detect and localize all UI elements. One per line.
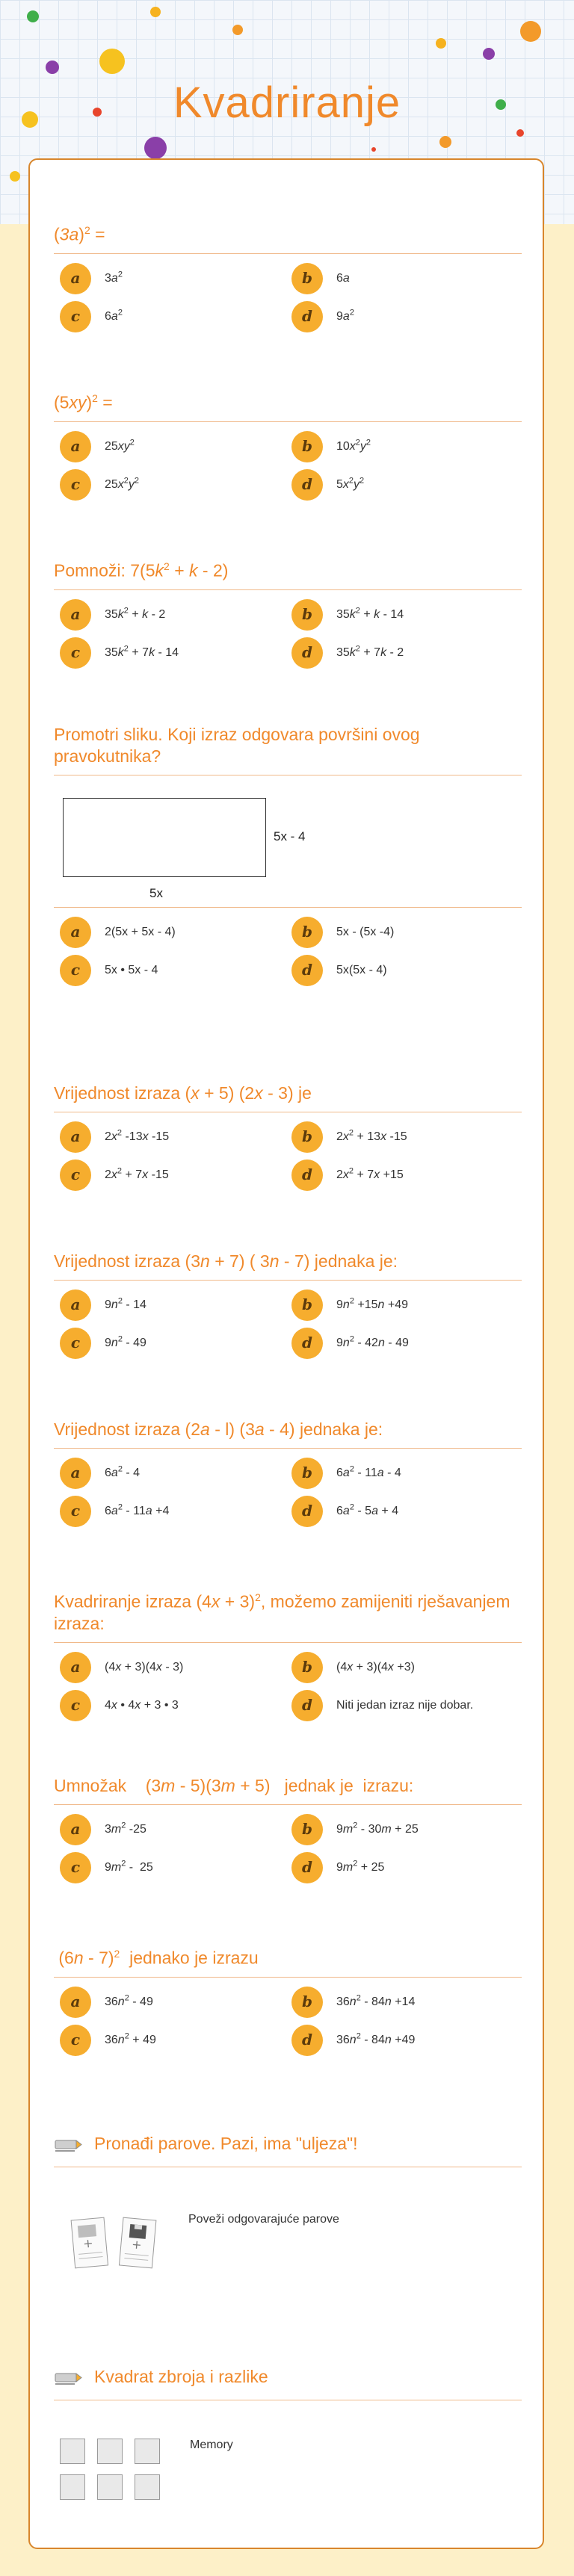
option-text: $6a^2 - 11a +4$ (105, 1502, 170, 1517)
rectangle-side-label: 5x - 4 (274, 829, 306, 843)
option-letter-badge: a (60, 1289, 91, 1321)
question-title: $(3a)^2$ = (54, 220, 522, 254)
option-letter-badge: b (291, 599, 323, 631)
option-text: $2x^2 + 7x$ -15 (105, 1166, 169, 1181)
paint-splat (371, 147, 376, 152)
pencil-icon (54, 2367, 82, 2386)
option-letter-badge: d (291, 2025, 323, 2056)
question-title: Promotri sliku. Koji izraz odgovara površini ovog pravokutnika? (54, 724, 522, 775)
question-title: Umnožak (3m - 5)(3m + 5) jednak je izrazu: (54, 1775, 522, 1805)
option-text: 5x • 5x - 4 (105, 964, 158, 976)
option-text: $6a^2 - 5a + 4$ (336, 1502, 399, 1517)
option-letter-badge: a (60, 1458, 91, 1489)
option-letter-badge: d (291, 637, 323, 669)
answer-option-d[interactable] (286, 1159, 510, 1189)
pairs-heading-text: Pronađi parove. Pazi, ima "uljeza"! (94, 2134, 358, 2153)
option-letter-badge: d (291, 1328, 323, 1359)
paint-splat (232, 25, 243, 35)
option-text: $9n^2 +15n +49$ (336, 1296, 409, 1311)
memory-section (54, 2364, 522, 2451)
memory-grid-icon[interactable] (60, 2439, 179, 2513)
option-letter-badge: b (291, 1987, 323, 2018)
answer-option-d[interactable] (286, 955, 510, 985)
option-text: $35k^2 + 7k - 2$ (336, 644, 404, 659)
option-text: $9m^2 + 25$ (336, 1859, 385, 1874)
answer-option-c[interactable] (54, 1328, 278, 1357)
option-text: $36n^2 + 49$ (105, 2031, 156, 2046)
answer-option-a[interactable] (54, 1987, 278, 2016)
option-letter-badge: a (60, 431, 91, 462)
option-letter-badge: d (291, 1852, 323, 1883)
question-4 (54, 724, 522, 985)
option-text: $5x^2y^2$ (336, 476, 365, 491)
paint-splat (10, 171, 20, 182)
memory-tile (60, 2439, 85, 2464)
answer-option-d[interactable] (286, 637, 510, 667)
memory-tile (97, 2439, 123, 2464)
option-text: $2x^2$ -13x -15 (105, 1128, 170, 1143)
option-letter-badge: b (291, 1121, 323, 1153)
option-letter-badge: c (60, 301, 91, 332)
answer-option-c[interactable] (54, 1496, 278, 1526)
answer-options (54, 1281, 522, 1358)
paint-splat (99, 49, 125, 74)
answer-options (54, 590, 522, 668)
answer-option-b[interactable] (286, 431, 510, 461)
answer-option-a[interactable] (54, 917, 278, 947)
rectangle-shape (63, 798, 266, 877)
answer-option-a[interactable] (54, 1458, 278, 1487)
option-letter-badge: a (60, 1987, 91, 2018)
option-letter-badge: d (291, 1690, 323, 1721)
option-text: 6a (336, 271, 350, 285)
memory-heading[interactable] (54, 2364, 522, 2400)
memory-subtitle: Memory (190, 2439, 233, 2451)
answer-option-c[interactable] (54, 1159, 278, 1189)
answer-option-b[interactable] (286, 1652, 510, 1682)
answer-option-a[interactable] (54, 431, 278, 461)
option-text: Niti jedan izraz nije dobar. (336, 1698, 474, 1712)
option-letter-badge: c (60, 1328, 91, 1359)
option-letter-badge: b (291, 431, 323, 462)
answer-option-a[interactable] (54, 1652, 278, 1682)
answer-option-a[interactable] (54, 1121, 278, 1151)
paint-splat (150, 7, 161, 17)
option-letter-badge: d (291, 301, 323, 332)
paint-splat (439, 136, 451, 148)
option-letter-badge: b (291, 1814, 323, 1845)
paint-splat (516, 129, 524, 137)
answer-options (54, 1978, 522, 2055)
option-letter-badge: a (60, 1121, 91, 1153)
answer-option-d[interactable] (286, 301, 510, 331)
pairs-section (54, 2131, 522, 2253)
rectangle-bottom-label: 5x (149, 886, 163, 900)
answer-options (54, 422, 522, 500)
option-letter-badge: c (60, 469, 91, 501)
answer-options (54, 908, 522, 985)
svg-text:+: + (82, 2235, 94, 2251)
question-title: Vrijednost izraza (3n + 7) ( 3n - 7) jednaka je: (54, 1251, 522, 1281)
answer-option-d[interactable] (286, 1328, 510, 1357)
option-text: $3a^2$ (105, 270, 123, 285)
card-pairs-icon[interactable] (69, 2214, 166, 2274)
option-letter-badge: b (291, 1289, 323, 1321)
answer-option-d[interactable] (286, 469, 510, 499)
answer-option-a[interactable] (54, 599, 278, 629)
answer-option-c[interactable] (54, 469, 278, 499)
option-letter-badge: c (60, 1852, 91, 1883)
answer-options (54, 254, 522, 332)
answer-option-a[interactable] (54, 263, 278, 293)
answer-option-b[interactable] (286, 599, 510, 629)
question-title: (6n - 7)$^2$ jednako je izrazu (54, 1943, 522, 1978)
option-text: $6a^2 - 11a - 4$ (336, 1464, 401, 1479)
answer-options (54, 1112, 522, 1190)
option-text: $2x^2 + 13x$ -15 (336, 1128, 407, 1143)
option-text: 5x - (5x -4) (336, 926, 395, 938)
option-text: (4x + 3)(4x +3) (336, 1660, 415, 1674)
option-text: $6a^2$ (105, 308, 123, 323)
page-title: Kvadriranje (173, 78, 401, 127)
option-text: 5x(5x - 4) (336, 964, 387, 976)
answer-option-b[interactable] (286, 1458, 510, 1487)
answer-option-c[interactable] (54, 1852, 278, 1882)
answer-option-c[interactable] (54, 1690, 278, 1720)
option-text: $6a^2 - 4$ (105, 1464, 141, 1479)
option-letter-badge: c (60, 1690, 91, 1721)
option-text: $35k^2 + 7k - 14$ (105, 644, 179, 659)
question-title: Pomnoži: $7(5k^2 + k - 2)$ (54, 556, 522, 590)
option-text: $9n^2 - 42n - 49$ (336, 1334, 409, 1349)
option-text: (4x + 3)(4x - 3) (105, 1660, 184, 1674)
answer-options (54, 1805, 522, 1883)
answer-option-d[interactable] (286, 1690, 510, 1720)
option-letter-badge: a (60, 263, 91, 294)
answer-option-a[interactable] (54, 1289, 278, 1319)
answer-option-d[interactable] (286, 2025, 510, 2055)
svg-text:+: + (131, 2237, 143, 2253)
memory-tile (97, 2474, 123, 2500)
pairs-subtitle: Poveži odgovarajuće parove (188, 2213, 339, 2226)
question-2 (54, 388, 522, 500)
paint-splat (483, 48, 495, 60)
pencil-icon (54, 2134, 82, 2153)
question-title: Vrijednost izraza (x + 5) (2x - 3) je (54, 1083, 522, 1112)
memory-tile (135, 2439, 160, 2464)
option-letter-badge: a (60, 1652, 91, 1683)
rectangle-figure (54, 775, 522, 908)
option-text: $9m^2 - 30m + 25$ (336, 1821, 419, 1836)
answer-options (54, 1643, 522, 1721)
paint-splat (520, 21, 541, 42)
option-letter-badge: a (60, 1814, 91, 1845)
answer-options (54, 1449, 522, 1526)
paint-splat (27, 10, 39, 22)
option-letter-badge: d (291, 955, 323, 986)
option-letter-badge: b (291, 263, 323, 294)
answer-option-c[interactable] (54, 2025, 278, 2055)
option-text: $9m^2 - 25$ (105, 1859, 153, 1874)
option-text: $35k^2 + k - 2$ (105, 606, 166, 621)
option-letter-badge: a (60, 917, 91, 948)
option-letter-badge: c (60, 1159, 91, 1191)
question-8 (54, 1587, 522, 1721)
answer-option-b[interactable] (286, 263, 510, 293)
option-text: $25x^2y^2$ (105, 476, 140, 491)
memory-tile (135, 2474, 160, 2500)
option-text: $2x^2 + 7x +15$ (336, 1166, 404, 1181)
option-letter-badge: d (291, 1496, 323, 1527)
option-text: $35k^2 + k - 14$ (336, 606, 404, 621)
pairs-heading[interactable] (54, 2131, 522, 2167)
option-letter-badge: b (291, 1458, 323, 1489)
option-text: 4x • 4x + 3 • 3 (105, 1698, 179, 1712)
answer-option-b[interactable] (286, 1814, 510, 1844)
answer-option-c[interactable] (54, 955, 278, 985)
answer-option-c[interactable] (54, 637, 278, 667)
option-text: 2(5x + 5x - 4) (105, 926, 176, 938)
answer-option-d[interactable] (286, 1496, 510, 1526)
option-text: $36n^2 - 84n +14$ (336, 1993, 416, 2008)
option-text: $9n^2 - 49$ (105, 1334, 146, 1349)
option-letter-badge: c (60, 637, 91, 669)
answer-option-c[interactable] (54, 301, 278, 331)
option-letter-badge: a (60, 599, 91, 631)
question-title: Vrijednost izraza (2a - l) (3a - 4) jednaka je: (54, 1419, 522, 1449)
memory-tile (60, 2474, 85, 2500)
question-3 (54, 556, 522, 668)
option-letter-badge: d (291, 469, 323, 501)
option-letter-badge: b (291, 917, 323, 948)
paint-splat (436, 38, 446, 49)
memory-heading-text: Kvadrat zbroja i razlike (94, 2367, 268, 2386)
option-text: $9n^2 - 14$ (105, 1296, 146, 1311)
question-6 (54, 1251, 522, 1358)
option-text: $36n^2 - 84n +49$ (336, 2031, 416, 2046)
question-1 (54, 220, 522, 332)
answer-option-b[interactable] (286, 917, 510, 947)
question-10 (54, 1943, 522, 2055)
paint-splat (46, 61, 59, 74)
option-text: $36n^2 - 49$ (105, 1993, 153, 2008)
answer-option-a[interactable] (54, 1814, 278, 1844)
paint-splat (144, 137, 167, 159)
answer-option-b[interactable] (286, 1289, 510, 1319)
option-text: $25xy^2$ (105, 438, 135, 453)
option-text: $9a^2$ (336, 308, 354, 323)
option-letter-badge: d (291, 1159, 323, 1191)
option-letter-badge: c (60, 955, 91, 986)
option-text: $10x^2y^2$ (336, 438, 371, 453)
worksheet-card (28, 158, 544, 2549)
answer-option-b[interactable] (286, 1987, 510, 2016)
answer-option-d[interactable] (286, 1852, 510, 1882)
question-title: Kvadriranje izraza $(4x + 3)^2$, možemo zamijeniti rješavanjem izraza: (54, 1587, 522, 1643)
question-5 (54, 1083, 522, 1190)
question-7 (54, 1419, 522, 1526)
answer-option-b[interactable] (286, 1121, 510, 1151)
question-title: $(5xy)^2$ = (54, 388, 522, 422)
option-letter-badge: c (60, 2025, 91, 2056)
question-9 (54, 1775, 522, 1883)
option-letter-badge: b (291, 1652, 323, 1683)
option-text: $3m^2$ -25 (105, 1821, 146, 1836)
option-letter-badge: c (60, 1496, 91, 1527)
